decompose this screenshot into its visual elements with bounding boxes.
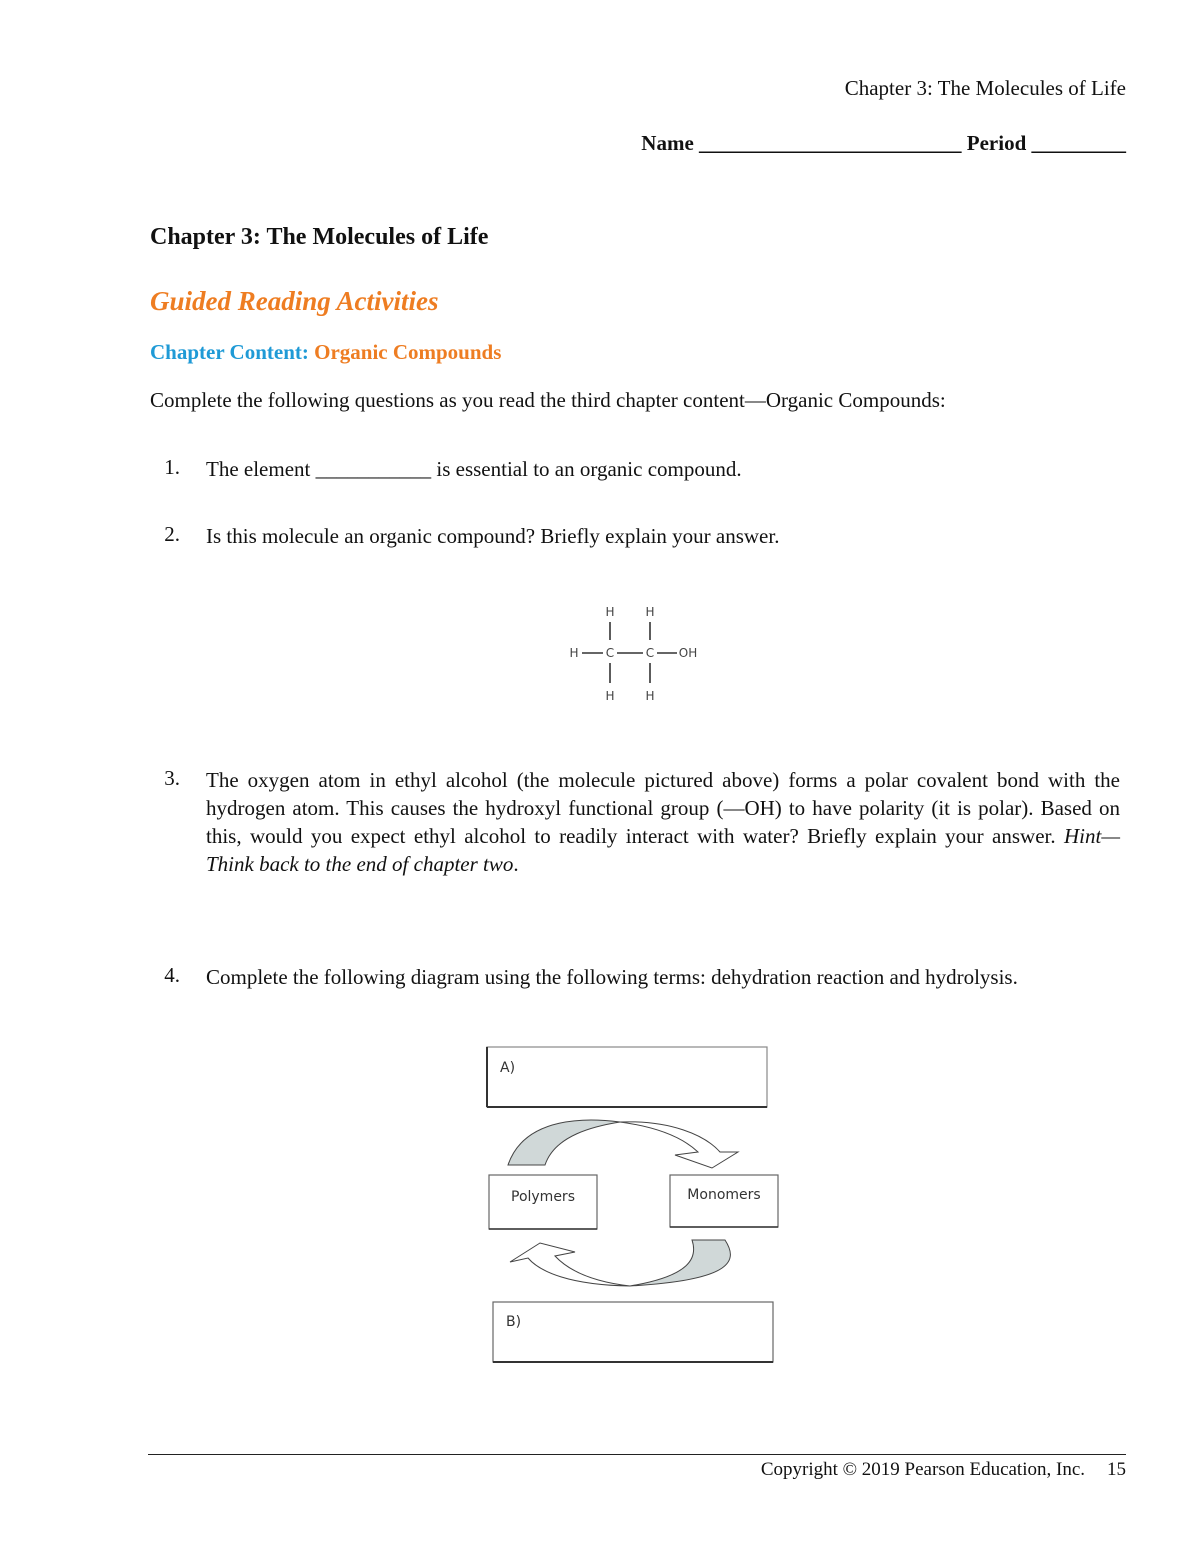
atom-c-1: C xyxy=(605,646,615,660)
question-3-end: . xyxy=(513,852,519,876)
question-2: Is this molecule an organic compound? Briefly explain your answer. xyxy=(206,524,780,548)
polymer-monomer-cycle-diagram xyxy=(480,1040,790,1370)
monomers-label: Monomers xyxy=(687,1187,761,1203)
question-3-text: The oxygen atom in ethyl alcohol (the molecule pictured above) forms a polar covalent bond with the hydrogen atom. This causes the hydroxyl functional group (—OH) to have polarity (it is polar). Based on this, would you expect ethyl alcohol to readily interact with water? Briefly explain your answer. xyxy=(206,768,1120,848)
content-label: Chapter Content: xyxy=(150,340,309,364)
period-label: Period xyxy=(966,131,1027,155)
question-4-number: 4. xyxy=(164,963,180,987)
question-1-after: is essential to an organic compound. xyxy=(436,457,742,481)
bond-lines xyxy=(582,622,677,683)
upper-arrow-shaded-half xyxy=(508,1120,620,1165)
box-b-label: B) xyxy=(506,1314,522,1330)
page-number: 15 xyxy=(1107,1459,1126,1480)
answer-box-b xyxy=(493,1302,773,1362)
name-label: Name xyxy=(641,131,694,155)
question-3-number: 3. xyxy=(164,766,180,790)
polymers-label: Polymers xyxy=(511,1189,575,1205)
footer-divider xyxy=(148,1454,1126,1455)
atom-c-2: C xyxy=(645,646,655,660)
question-2-number: 2. xyxy=(164,522,180,546)
atom-h-bottom-2: H xyxy=(645,689,655,703)
intro-text: Complete the following questions as you read the third chapter content—Organic Compounds: xyxy=(150,388,946,412)
question-3 xyxy=(206,766,1120,878)
question-4: Complete the following diagram using the following terms: dehydration reaction and hydrolysis. xyxy=(206,965,1018,989)
copyright-text: Copyright © 2019 Pearson Education, Inc. xyxy=(760,1459,1085,1480)
polymers-box xyxy=(489,1175,597,1229)
atom-h-top-2: H xyxy=(645,605,655,619)
lower-arrow-head xyxy=(510,1243,630,1286)
box-a-label: A) xyxy=(500,1060,516,1076)
answer-box-a xyxy=(487,1047,767,1107)
atom-h-left: H xyxy=(569,646,579,660)
question-1-before: The element xyxy=(206,457,311,481)
question-3-hint: Hint—Think back to the end of chapter two xyxy=(206,824,1120,876)
question-1-number: 1. xyxy=(164,455,180,479)
monomers-box xyxy=(670,1175,778,1227)
running-header: Chapter 3: The Molecules of Life xyxy=(844,76,1126,100)
section-subtitle: Guided Reading Activities xyxy=(150,286,439,316)
question-1 xyxy=(206,455,1120,483)
ethanol-structure-diagram xyxy=(560,600,710,710)
lower-arrow-shaded-half xyxy=(630,1240,730,1286)
name-blank: _________________________ xyxy=(699,131,962,155)
atom-oh: OH xyxy=(678,646,698,660)
name-period-line xyxy=(641,131,1126,156)
footer xyxy=(761,1459,1126,1481)
chapter-content-line xyxy=(150,340,501,365)
atom-h-top-1: H xyxy=(605,605,615,619)
content-topic: Organic Compounds xyxy=(314,340,502,364)
question-1-blank: ___________ xyxy=(315,457,432,481)
atom-h-bottom-1: H xyxy=(605,689,615,703)
chapter-title: Chapter 3: The Molecules of Life xyxy=(150,224,489,250)
period-blank: _________ xyxy=(1031,131,1126,155)
upper-arrow-head xyxy=(620,1122,738,1168)
